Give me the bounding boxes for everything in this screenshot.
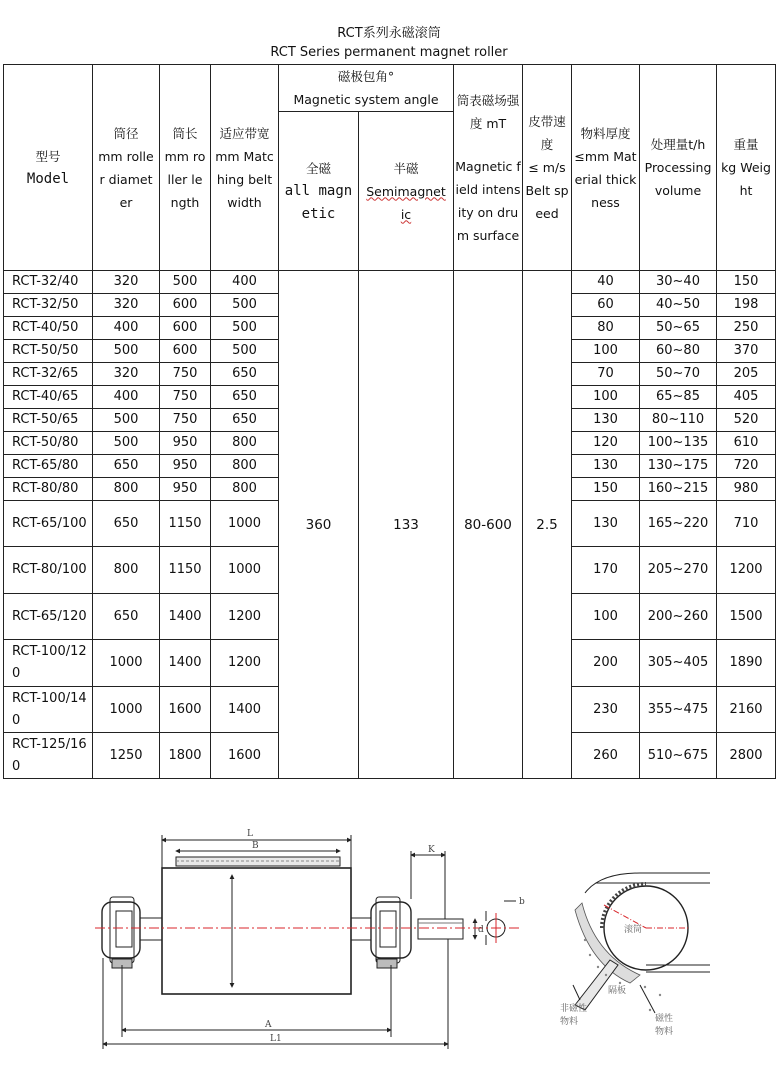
model-cell: RCT-40/50 (4, 317, 93, 340)
header-angle-cn: 磁极包角° (337, 69, 395, 84)
capacity-cell: 30~40 (640, 271, 717, 294)
thickness-cell: 130 (572, 409, 640, 432)
length-cell: 1600 (160, 687, 211, 733)
capacity-cell: 205~270 (640, 547, 717, 594)
header-angle-en: Magnetic system angle (293, 92, 439, 107)
weight-cell: 2160 (717, 687, 776, 733)
length-cell: 1400 (160, 640, 211, 687)
header-speed-en: ≤ m/s Belt speed (525, 160, 569, 221)
dim-B: B (252, 841, 259, 851)
header-capacity-cn: 处理量t/h (650, 137, 706, 152)
dim-L: L (247, 829, 253, 839)
header-length-cn: 筒长 (172, 125, 198, 141)
title-cn: RCT系列永磁滚筒 (337, 26, 441, 41)
title-en: RCT Series permanent magnet roller (270, 45, 508, 60)
belt-width-cell: 650 (211, 386, 279, 409)
thickness-cell: 170 (572, 547, 640, 594)
diameter-cell: 1250 (93, 733, 160, 779)
belt-width-cell: 1200 (211, 594, 279, 640)
header-weight-en: kg Weight (721, 160, 771, 198)
weight-cell: 150 (717, 271, 776, 294)
belt-width-cell: 500 (211, 317, 279, 340)
belt-width-cell: 1000 (211, 547, 279, 594)
capacity-cell: 200~260 (640, 594, 717, 640)
diameter-cell: 1000 (93, 640, 160, 687)
spec-table (3, 64, 776, 779)
header-diameter-en: mm roller diameter (98, 148, 154, 210)
header-all-magnetic-en: all magnetic (284, 182, 353, 222)
capacity-cell: 50~65 (640, 317, 717, 340)
model-cell: RCT-32/65 (4, 363, 93, 386)
diameter-cell: 650 (93, 594, 160, 640)
dim-L1: L1 (270, 1034, 282, 1044)
header-belt-width (211, 65, 279, 271)
dim-d: d (478, 925, 484, 935)
header-speed-cn: 皮带速度 (528, 114, 566, 152)
field-intensity-cell: 80-600 (454, 271, 523, 779)
model-cell: RCT-40/65 (4, 386, 93, 409)
weight-cell: 370 (717, 340, 776, 363)
weight-cell: 205 (717, 363, 776, 386)
belt-width-cell: 500 (211, 294, 279, 317)
weight-cell: 250 (717, 317, 776, 340)
model-cell: RCT-80/80 (4, 478, 93, 501)
right-shaft (351, 918, 371, 940)
weight-cell: 1890 (717, 640, 776, 687)
capacity-cell: 80~110 (640, 409, 717, 432)
belt-width-cell: 800 (211, 455, 279, 478)
diameter-cell: 500 (93, 432, 160, 455)
length-cell: 600 (160, 317, 211, 340)
belt-width-cell: 500 (211, 340, 279, 363)
dim-K: K (428, 845, 435, 855)
length-cell: 1150 (160, 547, 211, 594)
capacity-cell: 60~80 (640, 340, 717, 363)
thickness-cell: 60 (572, 294, 640, 317)
header-belt-width-en: mm Matching belt width (215, 148, 274, 210)
diameter-cell: 800 (93, 478, 160, 501)
diameter-cell: 500 (93, 340, 160, 363)
working-principle-diagram (573, 873, 710, 1013)
header-semi-magnetic-en: Semimagnetic (366, 183, 446, 222)
thickness-cell: 70 (572, 363, 640, 386)
belt-width-cell: 400 (211, 271, 279, 294)
header-model (4, 65, 93, 271)
diameter-cell: 1000 (93, 687, 160, 733)
header-field-en: Magnetic field intensity on drum surface (455, 158, 521, 243)
dim-A: A (265, 1020, 272, 1030)
thickness-cell: 150 (572, 478, 640, 501)
weight-cell: 198 (717, 294, 776, 317)
length-cell: 750 (160, 386, 211, 409)
header-semi-magnetic (359, 112, 454, 271)
header-thickness-cn: 物料厚度 (580, 125, 631, 141)
roller-side-view (102, 835, 516, 1049)
header-length (160, 65, 211, 271)
nonmagnetic-material-label: 非磁性物料 (560, 1004, 588, 1027)
length-cell: 1800 (160, 733, 211, 779)
thickness-cell: 130 (572, 455, 640, 478)
header-field (454, 65, 523, 271)
diameter-cell: 800 (93, 547, 160, 594)
thickness-cell: 80 (572, 317, 640, 340)
capacity-cell: 65~85 (640, 386, 717, 409)
model-cell: RCT-100/140 (4, 687, 93, 733)
weight-cell: 2800 (717, 733, 776, 779)
header-all-magnetic-cn: 全磁 (305, 160, 331, 176)
thickness-cell: 230 (572, 687, 640, 733)
weight-cell: 1200 (717, 547, 776, 594)
belt-width-cell: 1600 (211, 733, 279, 779)
capacity-cell: 510~675 (640, 733, 717, 779)
diameter-cell: 320 (93, 271, 160, 294)
belt-width-cell: 800 (211, 478, 279, 501)
weight-cell: 520 (717, 409, 776, 432)
weight-cell: 405 (717, 386, 776, 409)
belt-width-cell: 800 (211, 432, 279, 455)
capacity-cell: 160~215 (640, 478, 717, 501)
capacity-cell: 165~220 (640, 501, 717, 547)
semi-magnetic-cell: 133 (359, 271, 454, 779)
weight-cell: 710 (717, 501, 776, 547)
capacity-cell: 130~175 (640, 455, 717, 478)
weight-cell: 610 (717, 432, 776, 455)
header-diameter (93, 65, 160, 271)
model-cell: RCT-50/65 (4, 409, 93, 432)
capacity-cell: 355~475 (640, 687, 717, 733)
header-capacity (640, 65, 717, 271)
capacity-cell: 40~50 (640, 294, 717, 317)
length-cell: 600 (160, 340, 211, 363)
weight-cell: 1500 (717, 594, 776, 640)
header-speed (523, 65, 572, 271)
dim-b: b (519, 897, 525, 907)
length-cell: 950 (160, 432, 211, 455)
thickness-cell: 120 (572, 432, 640, 455)
model-cell: RCT-125/160 (4, 733, 93, 779)
header-model-cn: 型号 (35, 148, 61, 164)
drum-body (162, 868, 351, 994)
length-cell: 950 (160, 478, 211, 501)
thickness-cell: 40 (572, 271, 640, 294)
right-bearing (371, 902, 411, 958)
header-weight (717, 65, 776, 271)
header-weight-cn: 重量 (733, 137, 759, 152)
header-angle (279, 65, 454, 112)
header-thickness-en: ≤mm Material thickness (574, 148, 637, 210)
header-semi-magnetic-cn: 半磁 (393, 160, 419, 176)
diameter-cell: 400 (93, 386, 160, 409)
weight-cell: 980 (717, 478, 776, 501)
header-thickness (572, 65, 640, 271)
belt-width-cell: 1200 (211, 640, 279, 687)
length-cell: 500 (160, 271, 211, 294)
header-diameter-cn: 筒径 (113, 125, 139, 141)
thickness-cell: 130 (572, 501, 640, 547)
thickness-cell: 260 (572, 733, 640, 779)
length-cell: 600 (160, 294, 211, 317)
length-cell: 750 (160, 409, 211, 432)
header-capacity-en: Processing volume (644, 160, 712, 198)
magnetic-material-label: 磁性物料 (655, 1014, 674, 1037)
model-cell: RCT-32/50 (4, 294, 93, 317)
all-magnetic-cell: 360 (279, 271, 359, 779)
left-shaft (140, 918, 162, 940)
belt-width-cell: 1400 (211, 687, 279, 733)
diameter-cell: 500 (93, 409, 160, 432)
shaft-extension (418, 919, 463, 939)
thickness-cell: 100 (572, 594, 640, 640)
length-cell: 750 (160, 363, 211, 386)
belt-width-cell: 650 (211, 409, 279, 432)
thickness-cell: 100 (572, 386, 640, 409)
capacity-cell: 50~70 (640, 363, 717, 386)
spec-table-body (4, 271, 776, 779)
header-field-cn: 筒表磁场强度 mT (456, 92, 520, 131)
weight-cell: 720 (717, 455, 776, 478)
model-cell: RCT-50/80 (4, 432, 93, 455)
belt-width-cell: 650 (211, 363, 279, 386)
capacity-cell: 305~405 (640, 640, 717, 687)
model-cell: RCT-80/100 (4, 547, 93, 594)
header-belt-width-cn: 适应带宽 (219, 125, 270, 141)
diameter-cell: 320 (93, 294, 160, 317)
table-row (4, 271, 776, 294)
capacity-cell: 100~135 (640, 432, 717, 455)
roller-label: 滚筒 (624, 925, 643, 935)
header-model-en: Model (26, 170, 70, 187)
thickness-cell: 100 (572, 340, 640, 363)
header-all-magnetic (279, 112, 359, 271)
model-cell: RCT-32/40 (4, 271, 93, 294)
diameter-cell: 320 (93, 363, 160, 386)
diameter-cell: 400 (93, 317, 160, 340)
model-cell: RCT-65/100 (4, 501, 93, 547)
partition-label: 隔板 (608, 986, 627, 996)
diameter-cell: 650 (93, 501, 160, 547)
length-cell: 950 (160, 455, 211, 478)
header-length-en: mm roller length (164, 148, 206, 210)
belt-width-cell: 1000 (211, 501, 279, 547)
length-cell: 1150 (160, 501, 211, 547)
model-cell: RCT-50/50 (4, 340, 93, 363)
thickness-cell: 200 (572, 640, 640, 687)
diameter-cell: 650 (93, 455, 160, 478)
belt-speed-cell: 2.5 (523, 271, 572, 779)
length-cell: 1400 (160, 594, 211, 640)
model-cell: RCT-65/120 (4, 594, 93, 640)
model-cell: RCT-65/80 (4, 455, 93, 478)
model-cell: RCT-100/120 (4, 640, 93, 687)
